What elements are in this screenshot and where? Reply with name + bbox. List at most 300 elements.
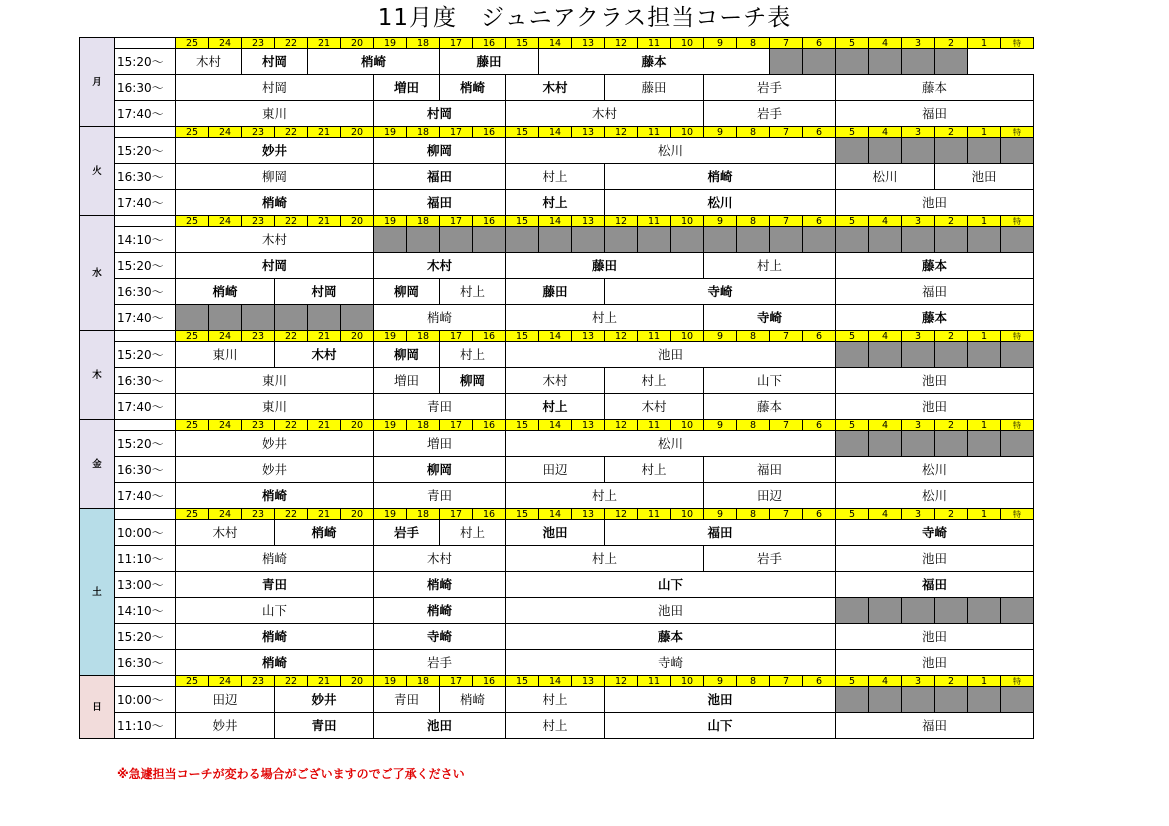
header-blank-cell bbox=[115, 216, 176, 227]
unavailable-cell bbox=[869, 49, 902, 75]
time-slot-row bbox=[80, 138, 1034, 164]
unavailable-cell bbox=[803, 49, 836, 75]
class-number-cell: 9 bbox=[704, 509, 737, 520]
coach-cell: 山下 bbox=[605, 713, 836, 739]
time-slot-label: 11:10～ bbox=[115, 546, 176, 572]
class-number-cell: 23 bbox=[242, 127, 275, 138]
class-number-cell: 特 bbox=[1001, 38, 1034, 49]
class-number-header-row bbox=[80, 676, 1034, 687]
class-number-cell: 3 bbox=[902, 420, 935, 431]
coach-cell: 梢崎 bbox=[440, 687, 506, 713]
class-number-cell: 10 bbox=[671, 216, 704, 227]
time-slot-label: 10:00～ bbox=[115, 520, 176, 546]
class-number-cell: 9 bbox=[704, 38, 737, 49]
time-slot-row bbox=[80, 483, 1034, 509]
coach-cell: 池田 bbox=[374, 713, 506, 739]
class-number-cell: 22 bbox=[275, 509, 308, 520]
unavailable-cell bbox=[935, 598, 968, 624]
day-label: 木 bbox=[80, 331, 115, 420]
coach-cell: 村上 bbox=[506, 190, 605, 216]
coach-cell: 梢崎 bbox=[440, 75, 506, 101]
time-slot-row bbox=[80, 49, 1034, 75]
class-number-cell: 25 bbox=[176, 38, 209, 49]
class-number-cell: 11 bbox=[638, 509, 671, 520]
class-number-cell: 特 bbox=[1001, 127, 1034, 138]
unavailable-cell bbox=[836, 687, 869, 713]
class-number-cell: 7 bbox=[770, 38, 803, 49]
coach-cell: 増田 bbox=[374, 431, 506, 457]
unavailable-cell bbox=[968, 598, 1001, 624]
class-number-cell: 1 bbox=[968, 216, 1001, 227]
class-number-cell: 11 bbox=[638, 331, 671, 342]
coach-cell: 柳岡 bbox=[374, 138, 506, 164]
class-number-cell: 4 bbox=[869, 676, 902, 687]
class-number-cell: 6 bbox=[803, 127, 836, 138]
class-number-cell: 特 bbox=[1001, 216, 1034, 227]
day-label: 日 bbox=[80, 676, 115, 739]
unavailable-cell bbox=[242, 305, 275, 331]
coach-cell: 藤本 bbox=[836, 253, 1034, 279]
coach-cell: 梢崎 bbox=[176, 483, 374, 509]
coach-cell: 村上 bbox=[506, 546, 704, 572]
class-number-cell: 21 bbox=[308, 676, 341, 687]
coach-cell: 村岡 bbox=[275, 279, 374, 305]
time-slot-label: 14:10～ bbox=[115, 598, 176, 624]
coach-cell: 福田 bbox=[605, 520, 836, 546]
coach-cell: 木村 bbox=[506, 75, 605, 101]
class-number-cell: 24 bbox=[209, 331, 242, 342]
coach-cell: 藤本 bbox=[539, 49, 770, 75]
time-slot-label: 16:30～ bbox=[115, 164, 176, 190]
class-number-cell: 22 bbox=[275, 420, 308, 431]
coach-cell: 松川 bbox=[836, 457, 1034, 483]
class-number-cell: 15 bbox=[506, 38, 539, 49]
time-slot-row bbox=[80, 227, 1034, 253]
class-number-cell: 6 bbox=[803, 676, 836, 687]
class-number-cell: 9 bbox=[704, 331, 737, 342]
time-slot-label: 16:30～ bbox=[115, 75, 176, 101]
coach-cell: 村岡 bbox=[176, 75, 374, 101]
class-number-cell: 16 bbox=[473, 509, 506, 520]
class-number-cell: 14 bbox=[539, 38, 572, 49]
coach-cell: 藤田 bbox=[506, 253, 704, 279]
class-number-cell: 14 bbox=[539, 420, 572, 431]
time-slot-row bbox=[80, 457, 1034, 483]
class-number-cell: 18 bbox=[407, 127, 440, 138]
class-number-cell: 16 bbox=[473, 38, 506, 49]
coach-cell: 東川 bbox=[176, 101, 374, 127]
header-blank-cell bbox=[115, 331, 176, 342]
unavailable-cell bbox=[869, 342, 902, 368]
unavailable-cell bbox=[836, 49, 869, 75]
class-number-header-row bbox=[80, 509, 1034, 520]
class-number-cell: 7 bbox=[770, 420, 803, 431]
coach-cell: 梢崎 bbox=[374, 572, 506, 598]
class-number-header-row bbox=[80, 127, 1034, 138]
coach-cell: 松川 bbox=[506, 431, 836, 457]
class-number-cell: 25 bbox=[176, 331, 209, 342]
unavailable-cell bbox=[902, 138, 935, 164]
class-number-cell: 9 bbox=[704, 127, 737, 138]
unavailable-cell bbox=[506, 227, 539, 253]
time-slot-label: 11:10～ bbox=[115, 713, 176, 739]
unavailable-cell bbox=[968, 342, 1001, 368]
unavailable-cell bbox=[935, 138, 968, 164]
time-slot-row bbox=[80, 650, 1034, 676]
unavailable-cell bbox=[308, 305, 341, 331]
day-label: 金 bbox=[80, 420, 115, 509]
time-slot-row bbox=[80, 572, 1034, 598]
coach-cell: 梢崎 bbox=[176, 279, 275, 305]
class-number-cell: 13 bbox=[572, 676, 605, 687]
class-number-cell: 5 bbox=[836, 676, 869, 687]
unavailable-cell bbox=[902, 431, 935, 457]
class-number-cell: 7 bbox=[770, 216, 803, 227]
class-number-cell: 19 bbox=[374, 420, 407, 431]
coach-cell: 池田 bbox=[836, 368, 1034, 394]
coach-cell: 岩手 bbox=[704, 75, 836, 101]
coach-cell: 村上 bbox=[605, 368, 704, 394]
unavailable-cell bbox=[341, 305, 374, 331]
coach-cell: 柳岡 bbox=[374, 279, 440, 305]
class-number-header-row bbox=[80, 38, 1034, 49]
time-slot-row bbox=[80, 546, 1034, 572]
coach-cell: 村上 bbox=[440, 279, 506, 305]
coach-cell: 松川 bbox=[506, 138, 836, 164]
time-slot-row bbox=[80, 190, 1034, 216]
class-number-cell: 特 bbox=[1001, 331, 1034, 342]
coach-cell: 妙井 bbox=[176, 138, 374, 164]
unavailable-cell bbox=[1001, 227, 1034, 253]
class-number-cell: 5 bbox=[836, 38, 869, 49]
coach-cell: 藤田 bbox=[605, 75, 704, 101]
class-number-cell: 2 bbox=[935, 331, 968, 342]
unavailable-cell bbox=[869, 598, 902, 624]
coach-cell: 木村 bbox=[506, 101, 704, 127]
coach-cell: 柳岡 bbox=[440, 368, 506, 394]
coach-cell: 青田 bbox=[275, 713, 374, 739]
class-number-cell: 8 bbox=[737, 676, 770, 687]
unavailable-cell bbox=[176, 305, 209, 331]
time-slot-row bbox=[80, 713, 1034, 739]
coach-cell: 池田 bbox=[506, 520, 605, 546]
time-slot-label: 17:40～ bbox=[115, 394, 176, 420]
class-number-cell: 25 bbox=[176, 127, 209, 138]
class-number-cell: 21 bbox=[308, 420, 341, 431]
class-number-cell: 23 bbox=[242, 676, 275, 687]
class-number-cell: 15 bbox=[506, 331, 539, 342]
class-number-cell: 6 bbox=[803, 216, 836, 227]
class-number-cell: 10 bbox=[671, 127, 704, 138]
class-number-cell: 8 bbox=[737, 216, 770, 227]
time-slot-row bbox=[80, 279, 1034, 305]
day-label: 土 bbox=[80, 509, 115, 676]
time-slot-row bbox=[80, 253, 1034, 279]
unavailable-cell bbox=[935, 342, 968, 368]
class-number-cell: 19 bbox=[374, 331, 407, 342]
time-slot-row bbox=[80, 164, 1034, 190]
class-number-cell: 22 bbox=[275, 676, 308, 687]
class-number-cell: 9 bbox=[704, 420, 737, 431]
coach-cell: 柳岡 bbox=[374, 457, 506, 483]
class-number-cell: 2 bbox=[935, 676, 968, 687]
class-number-cell: 17 bbox=[440, 509, 473, 520]
coach-cell: 池田 bbox=[836, 650, 1034, 676]
unavailable-cell bbox=[836, 431, 869, 457]
coach-cell: 岩手 bbox=[704, 101, 836, 127]
unavailable-cell bbox=[704, 227, 737, 253]
coach-cell: 東川 bbox=[176, 342, 275, 368]
coach-cell: 柳岡 bbox=[374, 342, 440, 368]
time-slot-label: 15:20～ bbox=[115, 49, 176, 75]
class-number-cell: 2 bbox=[935, 420, 968, 431]
class-number-cell: 特 bbox=[1001, 676, 1034, 687]
class-number-cell: 24 bbox=[209, 216, 242, 227]
class-number-cell: 15 bbox=[506, 420, 539, 431]
time-slot-label: 17:40～ bbox=[115, 101, 176, 127]
class-number-cell: 3 bbox=[902, 127, 935, 138]
class-number-cell: 12 bbox=[605, 420, 638, 431]
coach-cell: 村上 bbox=[506, 164, 605, 190]
class-number-cell: 16 bbox=[473, 216, 506, 227]
coach-cell: 福田 bbox=[836, 713, 1034, 739]
unavailable-cell bbox=[869, 227, 902, 253]
class-number-cell: 7 bbox=[770, 509, 803, 520]
class-number-cell: 8 bbox=[737, 509, 770, 520]
time-slot-label: 17:40～ bbox=[115, 190, 176, 216]
time-slot-label: 17:40～ bbox=[115, 305, 176, 331]
class-number-cell: 5 bbox=[836, 420, 869, 431]
class-number-cell: 8 bbox=[737, 420, 770, 431]
coach-cell: 梢崎 bbox=[176, 546, 374, 572]
class-number-cell: 13 bbox=[572, 216, 605, 227]
class-number-cell: 6 bbox=[803, 509, 836, 520]
coach-cell: 妙井 bbox=[176, 431, 374, 457]
coach-cell: 柳岡 bbox=[176, 164, 374, 190]
unavailable-cell bbox=[1001, 138, 1034, 164]
class-number-cell: 14 bbox=[539, 216, 572, 227]
unavailable-cell bbox=[902, 598, 935, 624]
class-number-cell: 20 bbox=[341, 331, 374, 342]
class-number-cell: 4 bbox=[869, 509, 902, 520]
class-number-cell: 2 bbox=[935, 38, 968, 49]
coach-cell: 村上 bbox=[506, 394, 605, 420]
unavailable-cell bbox=[209, 305, 242, 331]
coach-cell: 寺崎 bbox=[605, 279, 836, 305]
unavailable-cell bbox=[935, 49, 968, 75]
class-number-cell: 15 bbox=[506, 216, 539, 227]
coach-cell: 山下 bbox=[704, 368, 836, 394]
header-blank-cell bbox=[115, 509, 176, 520]
coach-cell: 藤本 bbox=[506, 624, 836, 650]
class-number-cell: 12 bbox=[605, 127, 638, 138]
class-number-cell: 16 bbox=[473, 676, 506, 687]
class-number-cell: 5 bbox=[836, 216, 869, 227]
unavailable-cell bbox=[1001, 431, 1034, 457]
class-number-cell: 19 bbox=[374, 676, 407, 687]
unavailable-cell bbox=[1001, 687, 1034, 713]
class-number-cell: 5 bbox=[836, 331, 869, 342]
class-number-cell: 24 bbox=[209, 127, 242, 138]
class-number-cell: 16 bbox=[473, 331, 506, 342]
class-number-cell: 22 bbox=[275, 216, 308, 227]
time-slot-label: 16:30～ bbox=[115, 368, 176, 394]
coach-cell: 増田 bbox=[374, 368, 440, 394]
time-slot-label: 15:20～ bbox=[115, 342, 176, 368]
coach-cell: 木村 bbox=[506, 368, 605, 394]
coach-cell: 梢崎 bbox=[605, 164, 836, 190]
class-number-cell: 18 bbox=[407, 676, 440, 687]
coach-cell: 村上 bbox=[440, 520, 506, 546]
class-number-cell: 19 bbox=[374, 38, 407, 49]
class-number-cell: 13 bbox=[572, 420, 605, 431]
class-number-cell: 21 bbox=[308, 509, 341, 520]
coach-cell: 村上 bbox=[506, 713, 605, 739]
coach-cell: 田辺 bbox=[506, 457, 605, 483]
unavailable-cell bbox=[869, 431, 902, 457]
coach-cell: 池田 bbox=[836, 190, 1034, 216]
class-number-cell: 21 bbox=[308, 216, 341, 227]
coach-cell: 田辺 bbox=[704, 483, 836, 509]
class-number-cell: 17 bbox=[440, 216, 473, 227]
coach-cell: 寺崎 bbox=[704, 305, 836, 331]
class-number-cell: 15 bbox=[506, 676, 539, 687]
coach-cell: 村岡 bbox=[176, 253, 374, 279]
coach-cell: 福田 bbox=[704, 457, 836, 483]
coach-cell: 東川 bbox=[176, 368, 374, 394]
class-number-cell: 22 bbox=[275, 127, 308, 138]
class-number-cell: 24 bbox=[209, 38, 242, 49]
coach-cell: 青田 bbox=[374, 394, 506, 420]
coach-cell: 藤田 bbox=[440, 49, 539, 75]
class-number-cell: 25 bbox=[176, 216, 209, 227]
coach-cell: 村上 bbox=[506, 687, 605, 713]
class-number-cell: 11 bbox=[638, 676, 671, 687]
class-number-cell: 3 bbox=[902, 676, 935, 687]
class-number-header-row bbox=[80, 331, 1034, 342]
unavailable-cell bbox=[605, 227, 638, 253]
time-slot-label: 13:00～ bbox=[115, 572, 176, 598]
coach-cell: 藤本 bbox=[704, 394, 836, 420]
time-slot-row bbox=[80, 101, 1034, 127]
class-number-cell: 2 bbox=[935, 216, 968, 227]
class-number-cell: 1 bbox=[968, 331, 1001, 342]
class-number-cell: 8 bbox=[737, 38, 770, 49]
time-slot-row bbox=[80, 368, 1034, 394]
class-number-cell: 7 bbox=[770, 331, 803, 342]
class-number-cell: 6 bbox=[803, 38, 836, 49]
class-number-cell: 特 bbox=[1001, 420, 1034, 431]
unavailable-cell bbox=[968, 431, 1001, 457]
class-number-cell: 5 bbox=[836, 509, 869, 520]
unavailable-cell bbox=[770, 227, 803, 253]
class-number-cell: 11 bbox=[638, 38, 671, 49]
header-blank-cell bbox=[115, 38, 176, 49]
time-slot-label: 10:00～ bbox=[115, 687, 176, 713]
class-number-cell: 19 bbox=[374, 509, 407, 520]
class-number-cell: 2 bbox=[935, 509, 968, 520]
class-number-cell: 5 bbox=[836, 127, 869, 138]
class-number-cell: 12 bbox=[605, 38, 638, 49]
unavailable-cell bbox=[935, 431, 968, 457]
class-number-cell: 19 bbox=[374, 127, 407, 138]
class-number-cell: 14 bbox=[539, 331, 572, 342]
schedule-table-wrap bbox=[79, 37, 1034, 739]
time-slot-row bbox=[80, 394, 1034, 420]
class-number-cell: 19 bbox=[374, 216, 407, 227]
coach-cell: 木村 bbox=[374, 253, 506, 279]
time-slot-label: 15:20～ bbox=[115, 431, 176, 457]
coach-cell: 青田 bbox=[374, 687, 440, 713]
coach-cell: 藤本 bbox=[836, 75, 1034, 101]
coach-cell: 東川 bbox=[176, 394, 374, 420]
coach-cell: 妙井 bbox=[275, 687, 374, 713]
time-slot-label: 16:30～ bbox=[115, 650, 176, 676]
class-number-cell: 13 bbox=[572, 38, 605, 49]
class-number-cell: 20 bbox=[341, 509, 374, 520]
coach-cell: 妙井 bbox=[176, 713, 275, 739]
time-slot-label: 16:30～ bbox=[115, 279, 176, 305]
class-number-cell: 22 bbox=[275, 331, 308, 342]
page-title: 11月度 ジュニアクラス担当コーチ表 bbox=[377, 5, 792, 31]
coach-cell: 岩手 bbox=[704, 546, 836, 572]
unavailable-cell bbox=[638, 227, 671, 253]
class-number-cell: 7 bbox=[770, 676, 803, 687]
class-number-cell: 17 bbox=[440, 38, 473, 49]
class-number-cell: 20 bbox=[341, 127, 374, 138]
coach-cell: 木村 bbox=[275, 342, 374, 368]
day-label: 月 bbox=[80, 38, 115, 127]
time-slot-label: 14:10～ bbox=[115, 227, 176, 253]
class-number-header-row bbox=[80, 216, 1034, 227]
coach-cell: 妙井 bbox=[176, 457, 374, 483]
unavailable-cell bbox=[770, 49, 803, 75]
time-slot-label: 15:20～ bbox=[115, 253, 176, 279]
coach-cell: 池田 bbox=[836, 546, 1034, 572]
class-number-cell: 23 bbox=[242, 331, 275, 342]
coach-cell: 福田 bbox=[836, 279, 1034, 305]
time-slot-label: 17:40～ bbox=[115, 483, 176, 509]
coach-cell: 木村 bbox=[374, 546, 506, 572]
class-number-cell: 特 bbox=[1001, 509, 1034, 520]
time-slot-row bbox=[80, 75, 1034, 101]
class-number-cell: 12 bbox=[605, 509, 638, 520]
class-number-cell: 10 bbox=[671, 509, 704, 520]
class-number-cell: 1 bbox=[968, 127, 1001, 138]
class-number-cell: 10 bbox=[671, 420, 704, 431]
coach-cell: 木村 bbox=[605, 394, 704, 420]
class-number-cell: 18 bbox=[407, 331, 440, 342]
class-number-cell: 23 bbox=[242, 216, 275, 227]
class-number-cell: 13 bbox=[572, 509, 605, 520]
class-number-cell: 1 bbox=[968, 676, 1001, 687]
time-slot-label: 15:20～ bbox=[115, 138, 176, 164]
unavailable-cell bbox=[737, 227, 770, 253]
coach-cell: 池田 bbox=[605, 687, 836, 713]
unavailable-cell bbox=[902, 49, 935, 75]
coach-cell: 村岡 bbox=[374, 101, 506, 127]
coach-cell: 村上 bbox=[605, 457, 704, 483]
class-number-cell: 9 bbox=[704, 676, 737, 687]
coach-cell: 村上 bbox=[440, 342, 506, 368]
unavailable-cell bbox=[803, 227, 836, 253]
class-number-cell: 17 bbox=[440, 420, 473, 431]
unavailable-cell bbox=[869, 138, 902, 164]
class-number-cell: 21 bbox=[308, 331, 341, 342]
unavailable-cell bbox=[968, 138, 1001, 164]
day-label: 水 bbox=[80, 216, 115, 331]
class-number-cell: 7 bbox=[770, 127, 803, 138]
